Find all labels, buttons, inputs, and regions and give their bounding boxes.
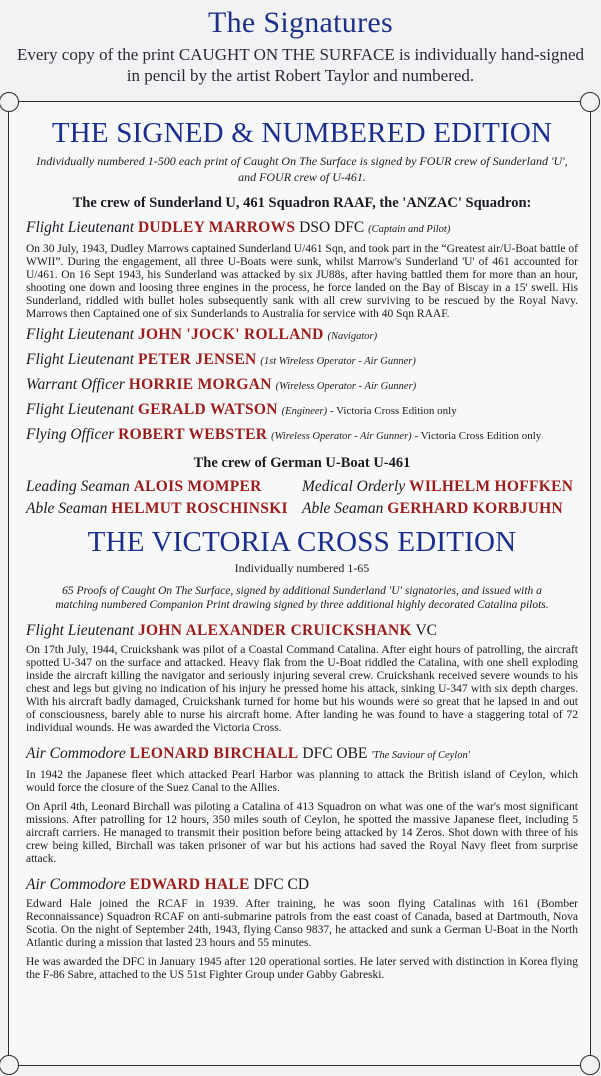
name: GERHARD KORBJUHN xyxy=(387,500,563,517)
vc-edition-subtitle: 65 Proofs of Caught On The Surface, signed by additional Sunderland 'U' signatories, and issued with a matching numbered Companion Print drawing signed by three additional highly decorated Catalina pilots. xyxy=(55,585,549,611)
signatory-jensen xyxy=(26,350,578,372)
decorations: VC xyxy=(415,622,438,639)
rank: Warrant Officer xyxy=(26,376,125,393)
role: 'The Saviour of Ceylon' xyxy=(371,750,470,761)
signatory-hale xyxy=(26,875,578,895)
page-header xyxy=(0,0,601,86)
name: JOHN 'JOCK' ROLLAND xyxy=(137,326,324,343)
frame-corner xyxy=(580,1055,600,1075)
role: (Engineer) xyxy=(281,406,328,417)
rank: Leading Seaman xyxy=(26,478,130,495)
cruickshank-bio: On 17th July, 1944, Cruickshank was pilot of a Coastal Command Catalina. After eight hours of patrolling, the aircraft spotted U-347 on the surface and attacked. Heavy flak from the U-Boat riddled the Catalina, with one shell exploding inside the aircraft killing the navigator and seriously injuring several crew. Cruickshank received severe wounds to his chest and legs but giving no indication of his injury he pressed home his attack, sinking U-347 with six depth charges. With his aircraft badly damaged, Cruickshank turned for home but his wounds were so great that he lapsed in and out of consciousness, barely able to nurse his aircraft home. After landing he was found to have a staggering total of 72 individual wounds. He was awarded the Victoria Cross. xyxy=(26,644,578,734)
signatory-webster xyxy=(26,425,578,447)
frame-corner xyxy=(0,1055,19,1075)
signatory-rolland xyxy=(26,325,578,347)
name: WILHELM HOFFKEN xyxy=(409,478,574,495)
birchall-bio-1: In 1942 the Japanese fleet which attacked Pearl Harbor was planning to attack the British island of Ceylon, which would force the closure of the Suez Canal to the Allies. xyxy=(26,769,578,794)
vc-edition-title: THE VICTORIA CROSS EDITION xyxy=(87,526,517,558)
hale-bio-1: Edward Hale joined the RCAF in 1939. After training, he was soon flying Catalinas with 161 (Bomber Reconnaissance) Squadron RCAF on anti-submarine patrols from the east coast of Canada, based at Dartmouth, Nova Scotia. On the night of September 24th, 1943, flying Canso 9837, he attacked and sunk a German U-Boat in the North Atlantic during a mission that lasted 23 hours and 55 minutes. xyxy=(26,898,578,949)
hale-bio-2: He was awarded the DFC in January 1945 after 120 operational sorties. He later served with distinction in Korea flying the F-86 Sabre, attached to the US 51st Fighter Group under Gabby Gabreski. xyxy=(26,956,578,981)
signed-edition-subtitle: Individually numbered 1-500 each print of Caught On The Surface is signed by FOUR crew of Sunderland 'U', and FOUR crew of U-461. xyxy=(36,154,568,184)
edition-note: - Victoria Cross Edition only xyxy=(411,430,542,442)
name: LEONARD BIRCHALL xyxy=(129,745,299,762)
rank: Able Seaman xyxy=(26,500,108,517)
signatory-marrows xyxy=(26,218,578,240)
signatory-birchall xyxy=(26,744,578,766)
decorations: DFC CD xyxy=(253,876,310,893)
birchall-bio-2: On April 4th, Leonard Birchall was piloting a Catalina of 413 Squadron on what was one of the war's most significant missions. After patrolling for 12 hours, 350 miles south of Ceylon, he spotted the massive Japanese fleet, including 5 aircraft carriers. He managed to transmit their position before being attacked by 14 Zeros. Shot down with three of his crew being killed, Birchall was taken prisoner of war but his actions had saved the Royal Navy fleet from surprise attack. xyxy=(26,801,578,865)
vc-edition-numbered: Individually numbered 1-65 xyxy=(234,561,370,575)
signatory-roschinski xyxy=(26,498,302,520)
signed-edition-title: THE SIGNED & NUMBERED EDITION xyxy=(51,117,553,149)
rank: Flight Lieutenant xyxy=(26,219,135,236)
rank: Flight Lieutenant xyxy=(26,326,135,343)
rank: Air Commodore xyxy=(26,876,126,893)
signatory-morgan xyxy=(26,375,578,397)
marrows-bio: On 30 July, 1943, Dudley Marrows captained Sunderland U/461 Sqn, and took part in the “Greatest air/U-Boat battle of WWII”. During the engagement, all three U-Boats were sunk, whilst Marrow's Sunderland 'U' of 461 accounted for U/461. On 16 Sept 1943, his Sunderland was attacked by six JU88s, after having battled them for more than an hour, shooting one down and loosing three engines in the process, he force landed on the Bay of Biscay in a 15' swell. His Sunderland, riddled with bullet holes subsequently sank with all crew surviving to be rescued by the Royal Navy. Marrows then Captained one of six Sunderlands to Australia for service with 40 Sqn RAAF. xyxy=(26,243,578,320)
signatory-korbjuhn xyxy=(302,498,578,520)
rank: Flight Lieutenant xyxy=(26,622,135,639)
role: (Captain and Pilot) xyxy=(368,224,451,235)
rank: Air Commodore xyxy=(26,745,126,762)
page-title: The Signatures xyxy=(208,6,393,39)
rank: Flight Lieutenant xyxy=(26,401,135,418)
german-crew-heading: The crew of German U-Boat U-461 xyxy=(193,455,411,471)
name: HELMUT ROSCHINSKI xyxy=(111,500,288,517)
name: GERALD WATSON xyxy=(137,401,278,418)
role: (Wireless Operator - Air Gunner) xyxy=(275,381,417,392)
role: (Navigator) xyxy=(327,331,378,342)
name: EDWARD HALE xyxy=(129,876,250,893)
name: HORRIE MORGAN xyxy=(128,376,272,393)
intro-text: Every copy of the print CAUGHT ON THE SURFACE is individually hand-signed in pencil by the artist Robert Taylor and numbered. xyxy=(16,45,585,85)
name: ALOIS MOMPER xyxy=(133,478,262,495)
german-crew-list xyxy=(26,476,578,520)
sunderland-crew-heading: The crew of Sunderland U, 461 Squadron RAAF, the 'ANZAC' Squadron: xyxy=(72,195,532,211)
signatory-momper xyxy=(26,476,302,498)
sunderland-crew-list xyxy=(26,325,578,447)
name: PETER JENSEN xyxy=(137,351,257,368)
name: DUDLEY MARROWS xyxy=(137,219,296,236)
name: ROBERT WEBSTER xyxy=(118,426,268,443)
rank: Flying Officer xyxy=(26,426,115,443)
name: JOHN ALEXANDER CRUICKSHANK xyxy=(137,622,412,639)
edition-frame xyxy=(8,101,591,1066)
edition-note: - Victoria Cross Edition only xyxy=(327,405,457,417)
signatory-cruickshank xyxy=(26,621,578,641)
signatory-hoffken xyxy=(302,476,578,498)
signatory-watson xyxy=(26,400,578,422)
role: (1st Wireless Operator - Air Gunner) xyxy=(260,356,416,367)
rank: Able Seaman xyxy=(302,500,384,517)
decorations: DSO DFC xyxy=(299,219,365,236)
rank: Medical Orderly xyxy=(302,478,406,495)
role: (Wireless Operator - Air Gunner) xyxy=(271,431,412,442)
decorations: DFC OBE xyxy=(302,745,368,762)
frame-content xyxy=(9,102,590,982)
rank: Flight Lieutenant xyxy=(26,351,135,368)
